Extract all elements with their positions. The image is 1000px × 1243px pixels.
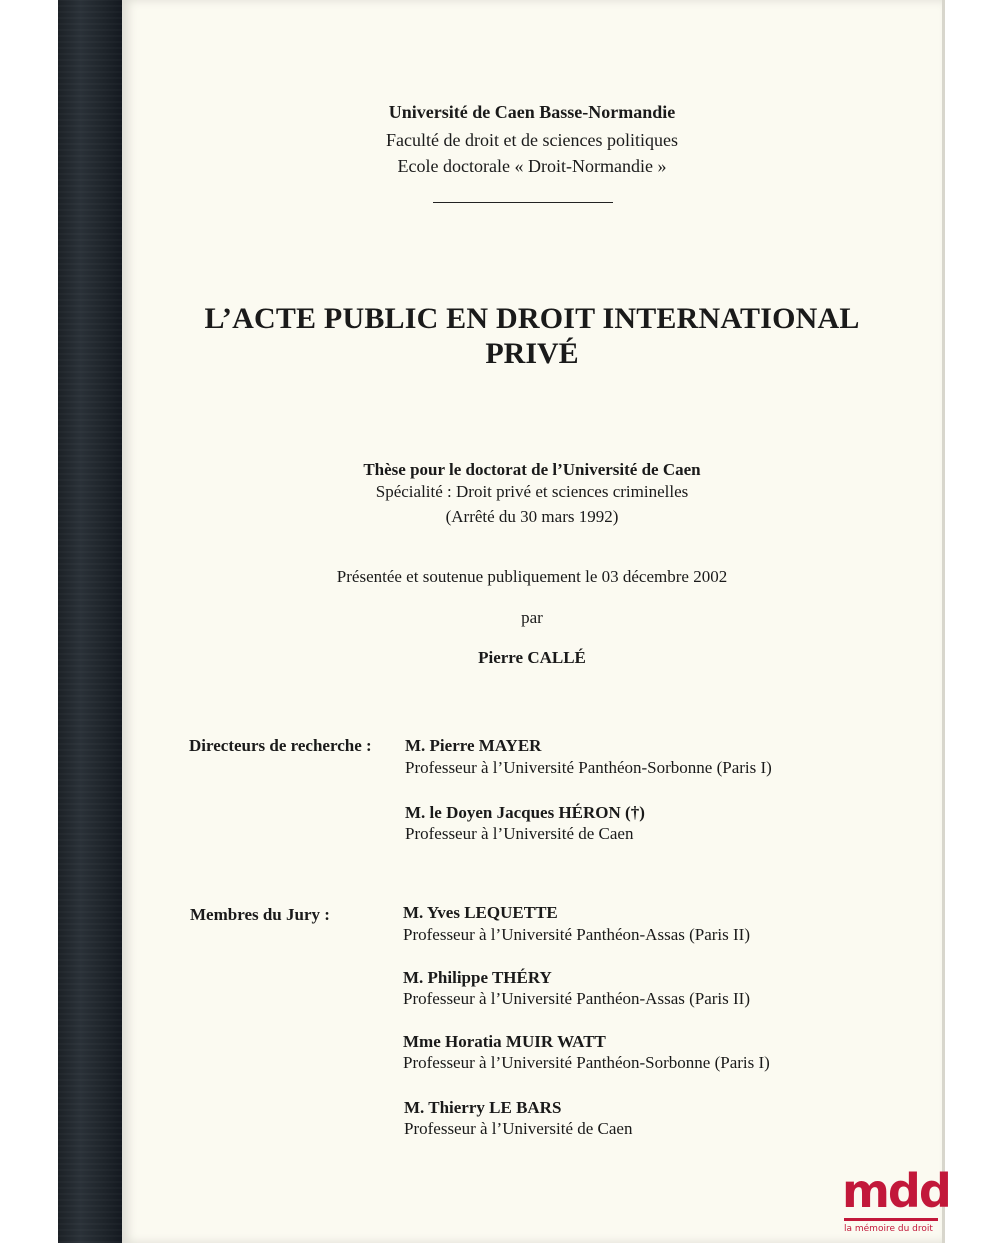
doctoral-school: Ecole doctorale « Droit-Normandie » <box>397 156 667 176</box>
degree-statement: Thèse pour le doctorat de l’Université de Caen <box>363 460 701 479</box>
by-label: par <box>521 608 543 627</box>
directors-label: Directeurs de recherche : <box>189 736 372 755</box>
faculty-name: Faculté de droit et de sciences politiques <box>386 130 678 150</box>
logo-wordmark: mdd <box>842 1164 950 1218</box>
specialty: Spécialité : Droit privé et sciences criminelles <box>375 482 689 501</box>
university-name: Université de Caen Basse-Normandie <box>388 102 676 122</box>
jury-member-role: Professeur à l’Université de Caen <box>404 1119 633 1138</box>
director-name: M. Pierre MAYER <box>405 736 542 755</box>
thesis-title-line-1: L’ACTE PUBLIC EN DROIT INTERNATIONAL <box>204 302 860 335</box>
jury-member-name: M. Philippe THÉRY <box>403 968 552 987</box>
jury-member-name: Mme Horatia MUIR WATT <box>403 1032 606 1051</box>
jury-member-role: Professeur à l’Université Panthéon-Sorbonne (Paris I) <box>403 1053 770 1072</box>
mdd-logo <box>842 1164 950 1243</box>
author-name: Pierre CALLÉ <box>478 648 586 667</box>
director-name: M. le Doyen Jacques HÉRON (†) <box>405 803 645 822</box>
jury-member-role: Professeur à l’Université Panthéon-Assas (Paris II) <box>403 925 750 944</box>
logo-tagline: la mémoire du droit <box>844 1224 933 1234</box>
jury-member-name: M. Thierry LE BARS <box>404 1098 562 1117</box>
defense-date: Présentée et soutenue publiquement le 03 décembre 2002 <box>336 567 728 586</box>
page-edge <box>942 0 945 1243</box>
thesis-title-line-2: PRIVÉ <box>485 337 579 370</box>
jury-member-name: M. Yves LEQUETTE <box>403 903 558 922</box>
jury-member-role: Professeur à l’Université Panthéon-Assas (Paris II) <box>403 989 750 1008</box>
director-role: Professeur à l’Université de Caen <box>405 824 634 843</box>
book-spine <box>58 0 122 1243</box>
logo-underline <box>844 1218 938 1221</box>
director-role: Professeur à l’Université Panthéon-Sorbonne (Paris I) <box>405 758 772 777</box>
jury-label: Membres du Jury : <box>190 905 330 924</box>
header-divider <box>433 202 613 203</box>
decree: (Arrêté du 30 mars 1992) <box>445 507 619 526</box>
